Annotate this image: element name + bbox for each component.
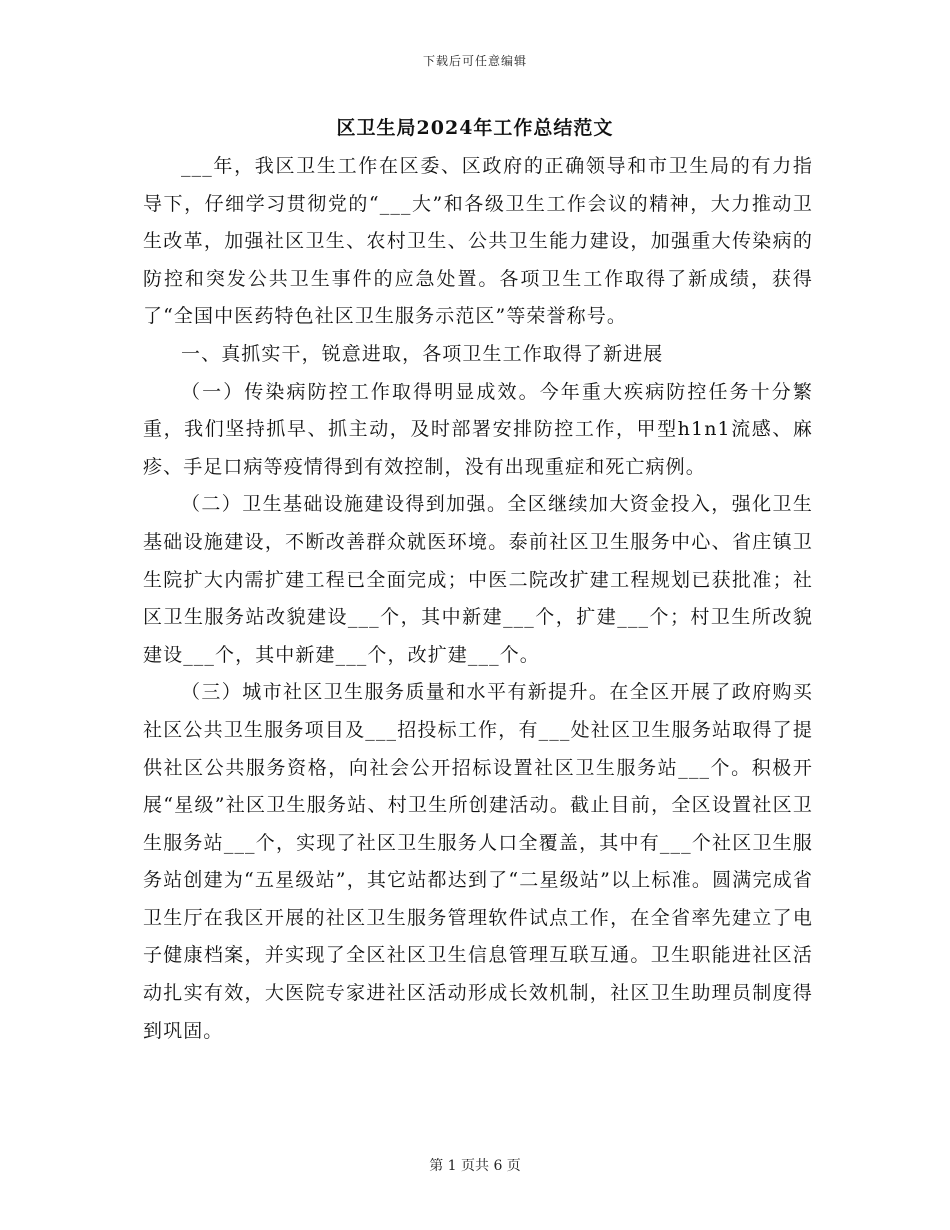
paragraph-community-health: （三）城市社区卫生服务质量和水平有新提升。在全区开展了政府购买社区公共卫生服务项目及___招投标工作，有___处社区卫生服务站取得了提供社区公共服务资格，向社会公开招标设置社区卫生服务站___个。积极开展“星级”社区卫生服务站、村卫生所创建活动。截止目前，全区设置社区卫生服务站___个，实现了社区卫生服务人口全覆盖，其中有___个社区卫生服务站创建为“五星级站”，其它站都达到了“二星级站”以上标准。圆满完成省卫生厅在我区开展的社区卫生服务管理软件试点工作，在全省率先建立了电子健康档案，并实现了全区社区卫生信息管理互联互通。卫生职能进社区活动扎实有效，大医院专家进社区活动形成长效机制，社区卫生助理员制度得到巩固。 — [143, 681, 813, 1042]
document-title: 区卫生局2024年工作总结范文 — [336, 117, 614, 139]
page-number: 第 1 页共 6 页 — [429, 1158, 521, 1174]
paragraph-infrastructure: （二）卫生基础设施建设得到加强。全区继续加大资金投入，强化卫生基础设施建设，不断改善群众就医环境。泰前社区卫生服务中心、省庄镇卫生院扩大内需扩建工程已全面完成；中医二院改扩建工程规划已获批准；社区卫生服务站改貌建设___个，其中新建___个，扩建___个；村卫生所改貌建设___个，其中新建___个，改扩建___个。 — [143, 493, 813, 666]
document-body — [143, 148, 813, 1050]
paragraph-disease-control: （一）传染病防控工作取得明显成效。今年重大疾病防控任务十分繁重，我们坚持抓早、抓主动，及时部署安排防控工作，甲型h1n1流感、麻疹、手足口病等疫情得到有效控制，没有出现重症和死亡病例。 — [143, 380, 813, 478]
paragraph-intro: ___年，我区卫生工作在区委、区政府的正确领导和市卫生局的有力指导下，仔细学习贯彻党的“___大”和各级卫生工作会议的精神，大力推动卫生改革，加强社区卫生、农村卫生、公共卫生能力建设，加强重大传染病的防控和突发公共卫生事件的应急处置。各项卫生工作取得了新成绩，获得了“全国中医药特色社区卫生服务示范区”等荣誉称号。 — [143, 155, 813, 328]
section-heading-1: 一、真抓实干，锐意进取，各项卫生工作取得了新进展 — [181, 342, 664, 365]
page-header-note: 下载后可任意编辑 — [422, 54, 527, 68]
